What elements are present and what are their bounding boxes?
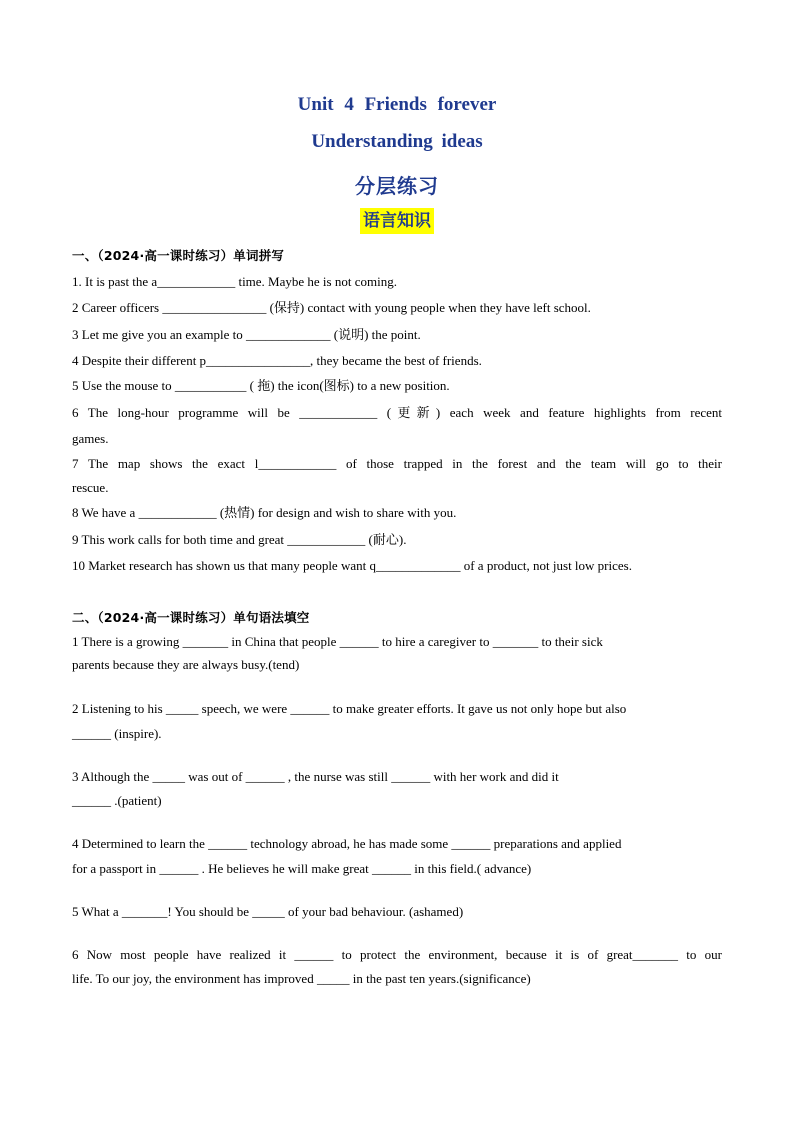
question-line: 6 The long-hour programme will be ____________ (更新) each week and feature highlights from recent <box>72 405 722 420</box>
question-line: 5 What a _______! You should be _____ of your bad behaviour. (ashamed) <box>72 904 464 919</box>
practice-title: 分层练习 <box>355 174 439 198</box>
question-line-continued: ______ .(patient) <box>72 793 162 808</box>
section-2-title: 二、（2024·高一课时练习）单句语法填空 <box>72 610 310 625</box>
question-line: 3 Let me give you an example to _____________ (说明) the point. <box>72 327 421 342</box>
question-line: 2 Career officers ________________ (保持) contact with young people when they have left school. <box>72 300 591 315</box>
question-line-continued: for a passport in ______ . He believes he will make great ______ in this field.( advance) <box>72 861 532 876</box>
question-line-continued: parents because they are always busy.(tend) <box>72 657 300 672</box>
question-line-continued: life. To our joy, the environment has improved _____ in the past ten years.(significance) <box>72 971 531 986</box>
unit-title: Unit 4 Friends forever <box>297 94 497 115</box>
question-line-continued: games. <box>72 431 109 446</box>
language-knowledge-badge: 语言知识 <box>360 208 434 234</box>
question-line: 6 Now most people have realized it ______ to protect the environment, because it is of great_______ to our <box>72 947 722 962</box>
question-line-continued: rescue. <box>72 480 109 495</box>
question-line: 10 Market research has shown us that many people want q_____________ of a product, not just low prices. <box>72 558 632 573</box>
question-line: 5 Use the mouse to ___________ ( 拖) the icon(图标) to a new position. <box>72 378 450 393</box>
question-line: 9 This work calls for both time and great ____________ (耐心). <box>72 532 407 547</box>
badge-container <box>0 208 794 234</box>
question-line: 4 Determined to learn the ______ technology abroad, he has made some ______ preparations and applied <box>72 836 622 851</box>
question-line: 8 We have a ____________ (热情) for design and wish to share with you. <box>72 505 457 520</box>
question-line: 2 Listening to his _____ speech, we were ______ to make greater efforts. It gave us not only hope but also <box>72 701 627 716</box>
question-line: 1. It is past the a____________ time. Maybe he is not coming. <box>72 274 397 289</box>
question-line: 1 There is a growing _______ in China that people ______ to hire a caregiver to _______ to their sick <box>72 634 603 649</box>
lesson-title: Understanding ideas <box>311 131 483 152</box>
question-line: 3 Although the _____ was out of ______ , the nurse was still ______ with her work and did it <box>72 769 559 784</box>
section-1-title: 一、（2024·高一课时练习）单词拼写 <box>72 248 285 263</box>
question-line: 7 The map shows the exact l____________ of those trapped in the forest and the team will go to their <box>72 456 722 471</box>
question-line: 4 Despite their different p________________, they became the best of friends. <box>72 353 482 368</box>
question-line-continued: ______ (inspire). <box>72 726 162 741</box>
